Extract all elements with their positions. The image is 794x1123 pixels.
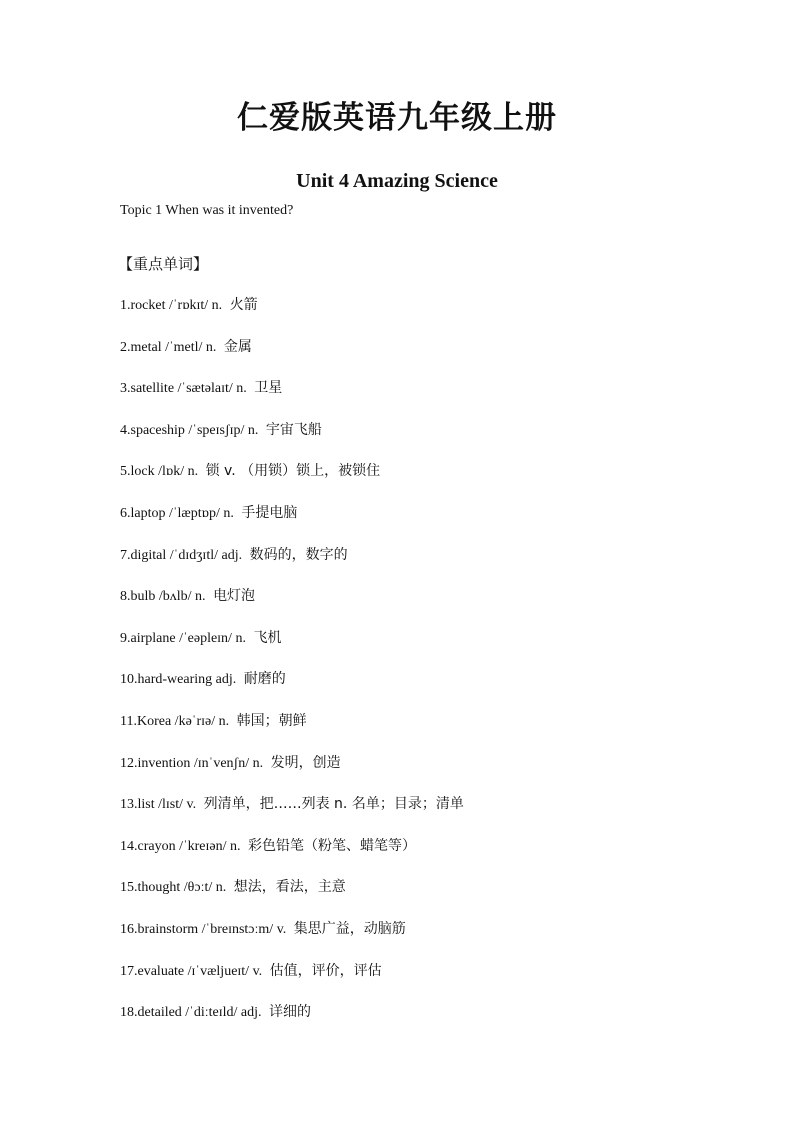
vocab-english: 9.airplane /ˈeəpleɪn/ n. bbox=[120, 630, 250, 646]
vocab-english: 5.lock /lɒk/ n. bbox=[120, 464, 202, 480]
vocab-chinese: 锁 v. （用锁）锁上，被锁住 bbox=[205, 463, 381, 480]
vocab-chinese: 想法，看法，主意 bbox=[233, 879, 346, 896]
vocab-chinese: 估值，评价，评估 bbox=[269, 962, 382, 979]
vocab-item bbox=[120, 295, 464, 337]
vocab-item bbox=[120, 337, 464, 379]
vocab-item bbox=[120, 586, 464, 628]
vocab-english: 14.crayon /ˈkreɪən/ n. bbox=[120, 838, 245, 854]
vocab-chinese: 集思广益，动脑筋 bbox=[293, 920, 406, 937]
vocab-english: 3.satellite /ˈsætəlaɪt/ n. bbox=[120, 381, 251, 397]
vocab-item bbox=[120, 919, 464, 961]
vocab-english: 16.brainstorm /ˈbreɪnstɔːm/ v. bbox=[120, 921, 290, 937]
vocab-english: 15.thought /θɔːt/ n. bbox=[120, 880, 230, 896]
vocabulary-list bbox=[120, 295, 464, 1044]
vocab-chinese: 电灯泡 bbox=[213, 588, 256, 605]
vocab-item bbox=[120, 420, 464, 462]
vocab-chinese: 金属 bbox=[223, 338, 252, 355]
vocab-english: 6.laptop /ˈlæptɒp/ n. bbox=[120, 505, 238, 521]
vocab-english: 10.hard-wearing adj. bbox=[120, 672, 240, 688]
vocab-chinese: 飞机 bbox=[253, 629, 282, 646]
vocab-chinese: 详细的 bbox=[269, 1004, 312, 1021]
vocab-item bbox=[120, 669, 464, 711]
unit-heading: Unit 4 Amazing Science bbox=[296, 170, 498, 192]
topic-heading: Topic 1 When was it invented? bbox=[120, 203, 294, 218]
vocab-chinese: 耐磨的 bbox=[243, 671, 286, 688]
vocab-item bbox=[120, 628, 464, 670]
vocab-english: 8.bulb /bʌlb/ n. bbox=[120, 589, 210, 605]
document-title: 仁爱版英语九年级上册 bbox=[237, 100, 557, 136]
vocab-english: 12.invention /ɪnˈvenʃn/ n. bbox=[120, 755, 267, 771]
section-heading-key-words: 【重点单词】 bbox=[118, 255, 209, 273]
vocab-english: 2.metal /ˈmetl/ n. bbox=[120, 339, 220, 355]
vocab-english: 18.detailed /ˈdiːteɪld/ adj. bbox=[120, 1005, 266, 1021]
vocab-chinese: 发明，创造 bbox=[270, 754, 341, 771]
vocab-english: 7.digital /ˈdɪdʒɪtl/ adj. bbox=[120, 547, 246, 563]
vocab-english: 17.evaluate /ɪˈvæljueɪt/ v. bbox=[120, 963, 266, 979]
vocab-item bbox=[120, 378, 464, 420]
vocab-item bbox=[120, 711, 464, 753]
vocab-chinese: 火箭 bbox=[229, 297, 258, 313]
vocab-item bbox=[120, 794, 464, 836]
vocab-item bbox=[120, 753, 464, 795]
vocab-chinese: 手提电脑 bbox=[241, 504, 298, 521]
vocab-chinese: 宇宙飞船 bbox=[265, 421, 322, 438]
vocab-item bbox=[120, 961, 464, 1003]
vocab-item bbox=[120, 461, 464, 503]
vocab-chinese: 卫星 bbox=[254, 380, 283, 397]
vocab-english: 11.Korea /kəˈrɪə/ n. bbox=[120, 713, 233, 729]
vocab-english: 13.list /lɪst/ v. bbox=[120, 797, 200, 813]
vocab-item bbox=[120, 877, 464, 919]
vocab-item bbox=[120, 545, 464, 587]
vocab-english: 1.rocket /ˈrɒkɪt/ n. bbox=[120, 298, 226, 313]
vocab-chinese: 韩国；朝鲜 bbox=[236, 712, 307, 729]
vocab-chinese: 列清单，把……列表 n. 名单；目录；清单 bbox=[203, 796, 464, 813]
vocab-item bbox=[120, 836, 464, 878]
vocab-chinese: 数码的，数字的 bbox=[249, 546, 348, 563]
vocab-english: 4.spaceship /ˈspeɪsʃɪp/ n. bbox=[120, 422, 262, 438]
vocab-chinese: 彩色铅笔（粉笔、蜡笔等） bbox=[248, 837, 417, 854]
vocab-item bbox=[120, 503, 464, 545]
vocab-item bbox=[120, 1002, 464, 1044]
